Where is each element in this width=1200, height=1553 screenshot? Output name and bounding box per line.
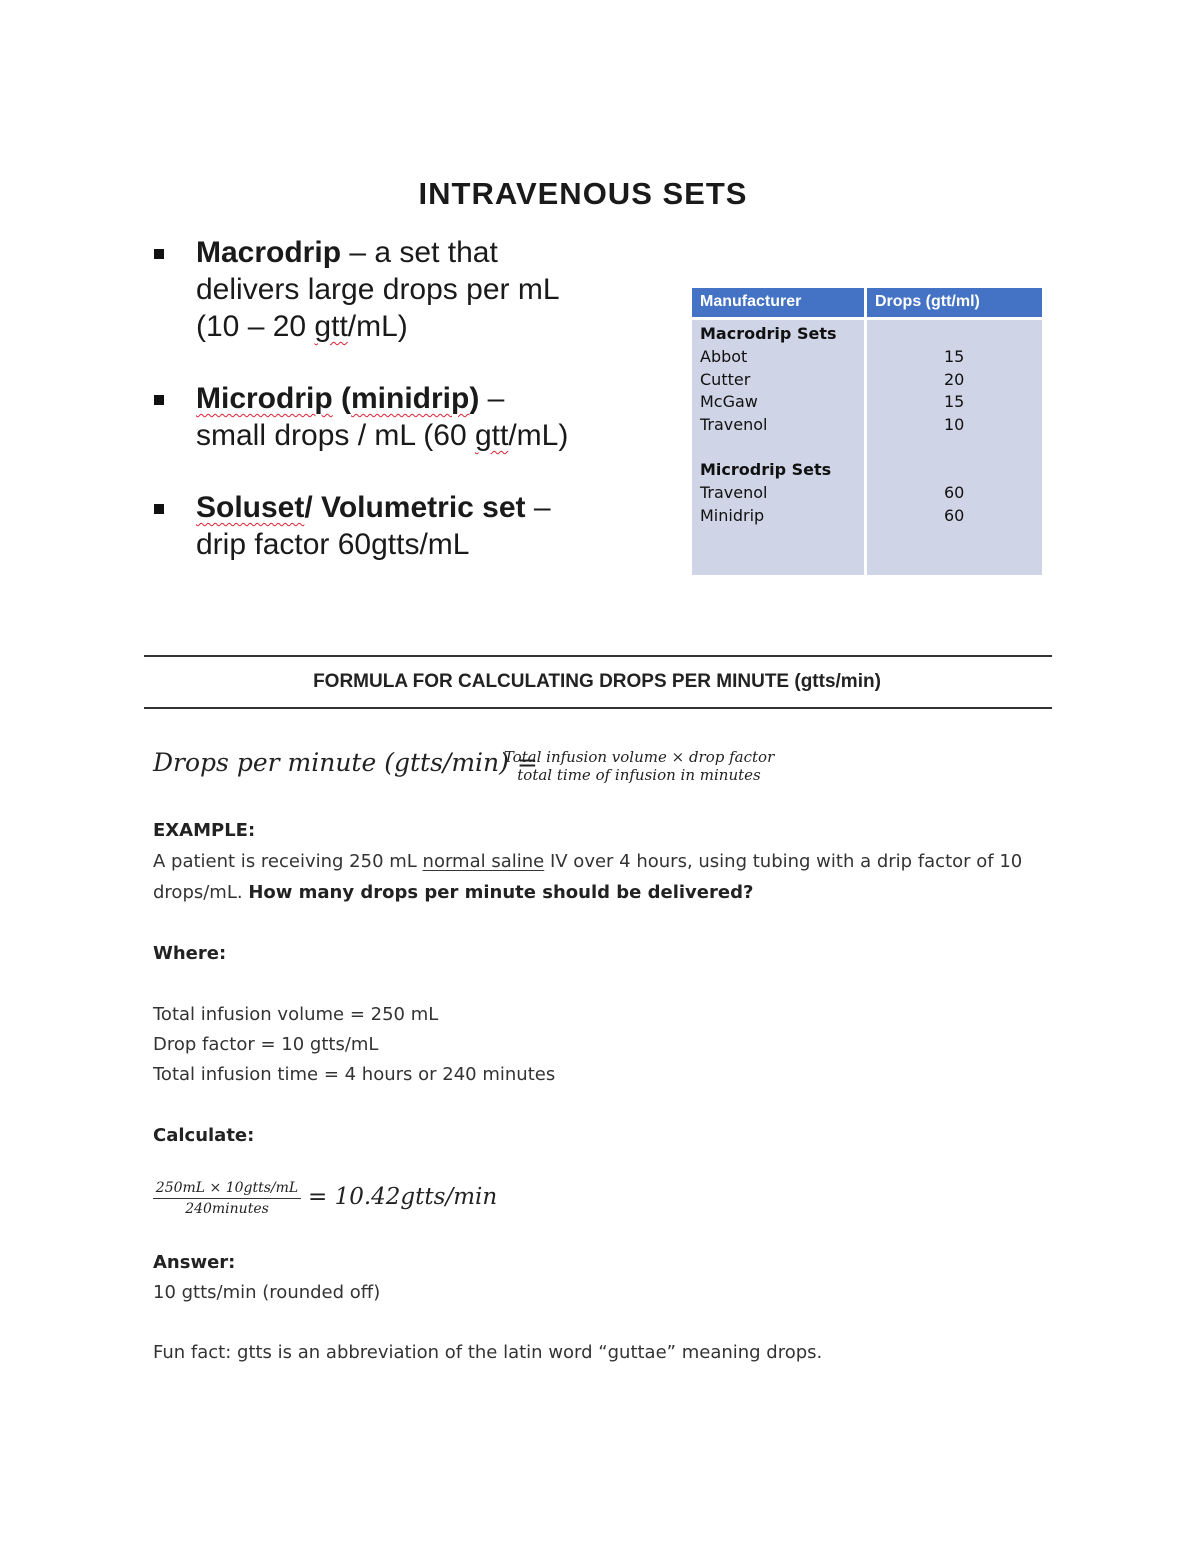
answer-text: 10 gtts/min (rounded off)	[153, 1282, 381, 1303]
normal-saline-link[interactable]: normal saline	[422, 851, 545, 872]
header-drops: Drops (gtt/ml)	[875, 293, 980, 310]
where-line-time: Total infusion time = 4 hours or 240 minutes	[153, 1064, 556, 1085]
example-heading: EXAMPLE:	[153, 820, 256, 841]
section-rule-bottom	[144, 707, 1052, 709]
bullet-square-icon	[154, 504, 164, 514]
table-row: McGaw 15	[700, 392, 965, 411]
table-row: Travenol 10	[700, 415, 965, 434]
table-row: Cutter 20	[700, 370, 965, 389]
example-question: How many drops per minute should be delivered?	[248, 882, 754, 903]
where-line-drop-factor: Drop factor = 10 gtts/mL	[153, 1034, 379, 1055]
formula-fraction	[498, 748, 780, 784]
example-text-line2: drops/mL. How many drops per minute should be delivered?	[153, 882, 754, 903]
bullet-square-icon	[154, 395, 164, 405]
bullet-square-icon	[154, 249, 164, 259]
formula-denominator: total time of infusion in minutes	[517, 766, 761, 784]
where-line-volume: Total infusion volume = 250 mL	[153, 1004, 439, 1025]
table-row: Travenol 60	[700, 483, 965, 502]
bullet-soluset: Soluset/ Volumetric set – drip factor 60gtts/mL	[150, 489, 670, 563]
table-header	[692, 288, 1042, 317]
iv-sets-table	[692, 288, 1042, 575]
table-group-row: Macrodrip Sets	[700, 324, 837, 343]
section-rule-top	[144, 655, 1052, 657]
bullet-term: Soluset	[196, 491, 305, 524]
fun-fact: Fun fact: gtts is an abbreviation of the latin word “guttae” meaning drops.	[153, 1342, 823, 1363]
bullet-microdrip: Microdrip (minidrip) – small drops / mL (60 gtt/mL)	[150, 380, 670, 454]
calculate-fraction	[153, 1180, 301, 1217]
table-row: Minidrip 60	[700, 506, 965, 525]
where-heading: Where:	[153, 943, 227, 964]
answer-heading: Answer:	[153, 1252, 236, 1273]
formula-lhs: Drops per minute (gtts/min) =	[153, 748, 538, 777]
bullet-term: Macrodrip	[196, 236, 342, 269]
table-row: Abbot 15	[700, 347, 965, 366]
page-title: INTRAVENOUS SETS	[418, 176, 748, 211]
bullet-macrodrip: Macrodrip – a set that delivers large drops per mL (10 – 20 gtt/mL)	[150, 234, 670, 345]
formula-title: FORMULA FOR CALCULATING DROPS PER MINUTE (gtts/min)	[313, 671, 881, 692]
fraction-bar	[153, 1198, 301, 1199]
calculate-denominator: 240minutes	[185, 1201, 269, 1217]
calculate-heading: Calculate:	[153, 1125, 255, 1146]
table-group-row: Microdrip Sets	[700, 460, 832, 479]
calculate-result: = 10.42gtts/min	[308, 1184, 498, 1210]
example-text-line1: A patient is receiving 250 mL normal saline IV over 4 hours, using tubing with a drip factor of 10	[153, 851, 1023, 872]
formula-numerator: Total infusion volume × drop factor	[503, 748, 775, 766]
bullet-term: Microdrip	[196, 382, 333, 415]
calculate-numerator: 250mL × 10gtts/mL	[155, 1180, 299, 1196]
header-manufacturer: Manufacturer	[700, 293, 802, 310]
table-divider	[692, 317, 1042, 320]
